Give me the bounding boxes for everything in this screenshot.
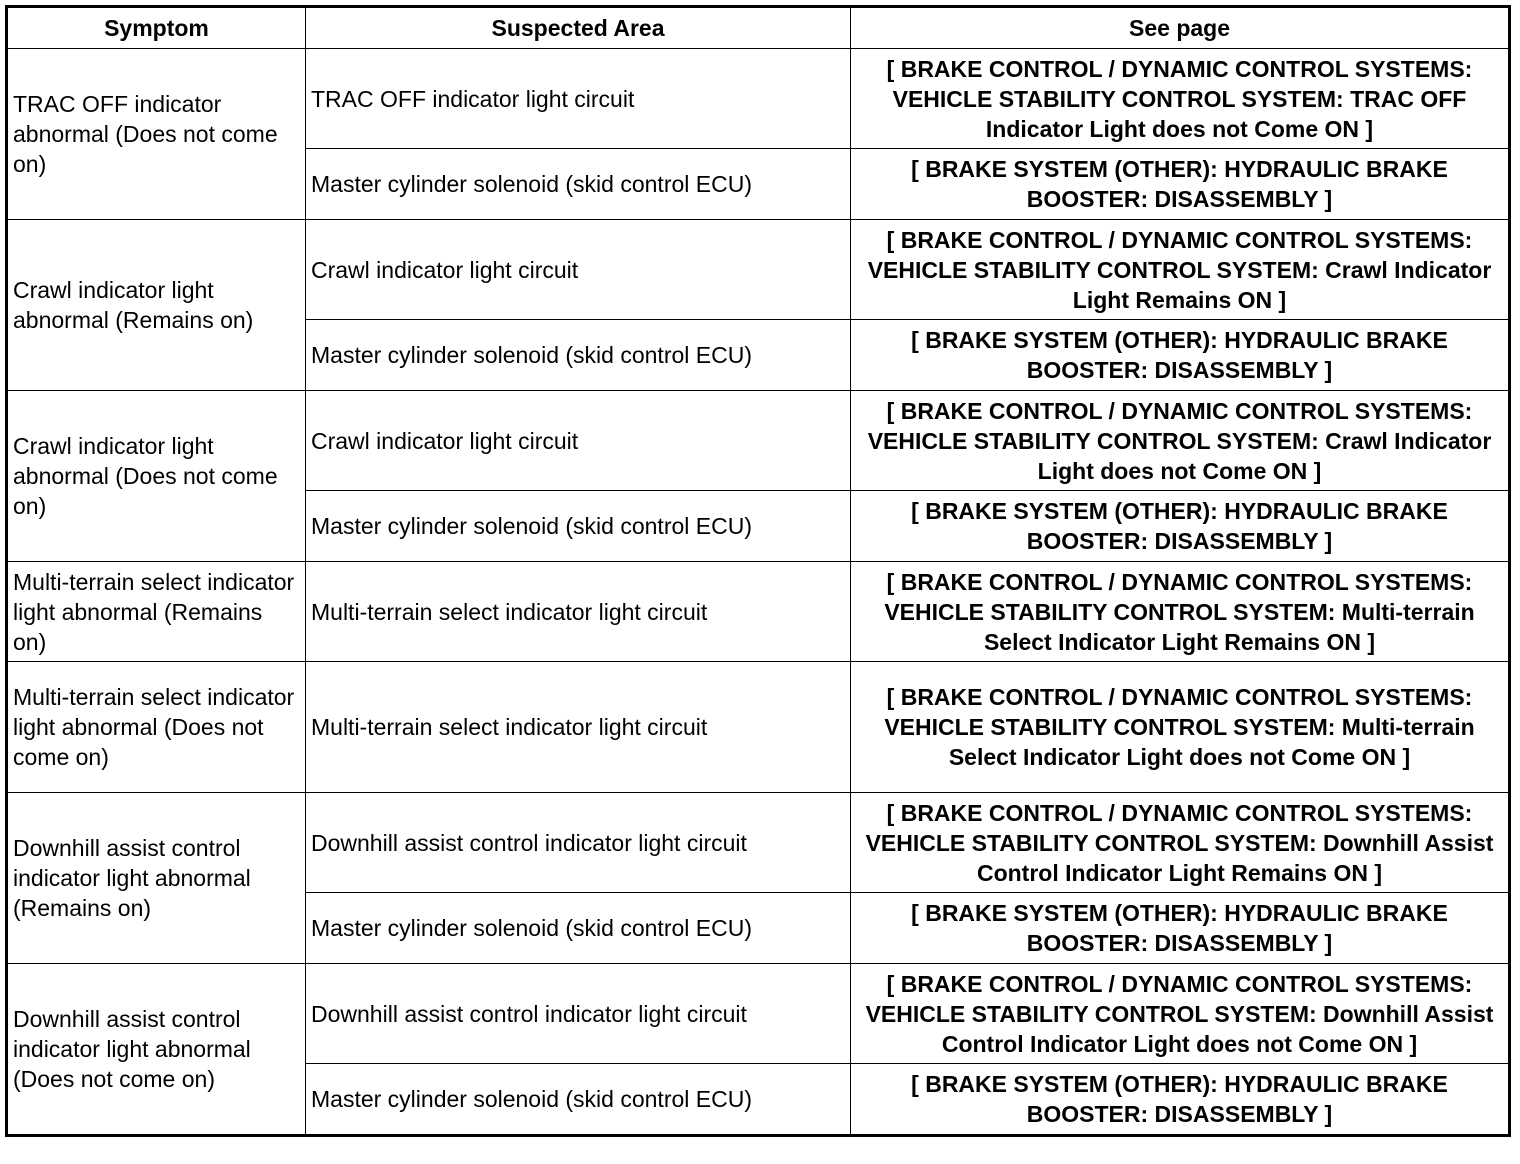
symptom-cell: Downhill assist control indicator light abnormal (Remains on) <box>7 793 306 964</box>
table-row <box>7 220 1510 320</box>
see-page-cell: [ BRAKE CONTROL / DYNAMIC CONTROL SYSTEMS: VEHICLE STABILITY CONTROL SYSTEM: Crawl Indicator Light does not Come ON ] <box>851 391 1510 491</box>
table-row <box>7 662 1510 793</box>
suspected-area-cell: Multi-terrain select indicator light circuit <box>306 662 851 793</box>
suspected-area-cell: Crawl indicator light circuit <box>306 391 851 491</box>
suspected-area-cell: Master cylinder solenoid (skid control ECU) <box>306 491 851 562</box>
see-page-cell: [ BRAKE CONTROL / DYNAMIC CONTROL SYSTEMS: VEHICLE STABILITY CONTROL SYSTEM: TRAC OFF Indicator Light does not Come ON ] <box>851 49 1510 149</box>
symptom-table <box>5 5 1511 1137</box>
symptom-cell: Multi-terrain select indicator light abnormal (Does not come on) <box>7 662 306 793</box>
header-suspected-area: Suspected Area <box>306 7 851 49</box>
symptom-cell: Multi-terrain select indicator light abnormal (Remains on) <box>7 562 306 662</box>
see-page-cell: [ BRAKE CONTROL / DYNAMIC CONTROL SYSTEMS: VEHICLE STABILITY CONTROL SYSTEM: Multi-terrain Select Indicator Light does not Come ON ] <box>851 662 1510 793</box>
symptom-cell: TRAC OFF indicator abnormal (Does not come on) <box>7 49 306 220</box>
suspected-area-cell: TRAC OFF indicator light circuit <box>306 49 851 149</box>
see-page-cell: [ BRAKE SYSTEM (OTHER): HYDRAULIC BRAKE BOOSTER: DISASSEMBLY ] <box>851 893 1510 964</box>
table-header-row <box>7 7 1510 49</box>
see-page-cell: [ BRAKE CONTROL / DYNAMIC CONTROL SYSTEMS: VEHICLE STABILITY CONTROL SYSTEM: Downhill Assist Control Indicator Light does not Come ON ] <box>851 964 1510 1064</box>
see-page-cell: [ BRAKE SYSTEM (OTHER): HYDRAULIC BRAKE BOOSTER: DISASSEMBLY ] <box>851 491 1510 562</box>
table-row <box>7 562 1510 662</box>
see-page-cell: [ BRAKE CONTROL / DYNAMIC CONTROL SYSTEMS: VEHICLE STABILITY CONTROL SYSTEM: Multi-terrain Select Indicator Light Remains ON ] <box>851 562 1510 662</box>
see-page-cell: [ BRAKE SYSTEM (OTHER): HYDRAULIC BRAKE BOOSTER: DISASSEMBLY ] <box>851 320 1510 391</box>
symptom-cell: Crawl indicator light abnormal (Does not come on) <box>7 391 306 562</box>
see-page-cell: [ BRAKE CONTROL / DYNAMIC CONTROL SYSTEMS: VEHICLE STABILITY CONTROL SYSTEM: Downhill Assist Control Indicator Light Remains ON ] <box>851 793 1510 893</box>
symptom-cell: Crawl indicator light abnormal (Remains on) <box>7 220 306 391</box>
suspected-area-cell: Master cylinder solenoid (skid control ECU) <box>306 1064 851 1136</box>
table-row <box>7 793 1510 893</box>
suspected-area-cell: Downhill assist control indicator light circuit <box>306 793 851 893</box>
see-page-cell: [ BRAKE SYSTEM (OTHER): HYDRAULIC BRAKE BOOSTER: DISASSEMBLY ] <box>851 149 1510 220</box>
see-page-cell: [ BRAKE CONTROL / DYNAMIC CONTROL SYSTEMS: VEHICLE STABILITY CONTROL SYSTEM: Crawl Indicator Light Remains ON ] <box>851 220 1510 320</box>
symptom-cell: Downhill assist control indicator light abnormal (Does not come on) <box>7 964 306 1136</box>
suspected-area-cell: Master cylinder solenoid (skid control ECU) <box>306 149 851 220</box>
header-symptom: Symptom <box>7 7 306 49</box>
table-row <box>7 391 1510 491</box>
table-row <box>7 964 1510 1064</box>
suspected-area-cell: Multi-terrain select indicator light circuit <box>306 562 851 662</box>
suspected-area-cell: Crawl indicator light circuit <box>306 220 851 320</box>
header-see-page: See page <box>851 7 1510 49</box>
suspected-area-cell: Master cylinder solenoid (skid control ECU) <box>306 893 851 964</box>
suspected-area-cell: Downhill assist control indicator light circuit <box>306 964 851 1064</box>
see-page-cell: [ BRAKE SYSTEM (OTHER): HYDRAULIC BRAKE BOOSTER: DISASSEMBLY ] <box>851 1064 1510 1136</box>
table-row <box>7 49 1510 149</box>
suspected-area-cell: Master cylinder solenoid (skid control ECU) <box>306 320 851 391</box>
